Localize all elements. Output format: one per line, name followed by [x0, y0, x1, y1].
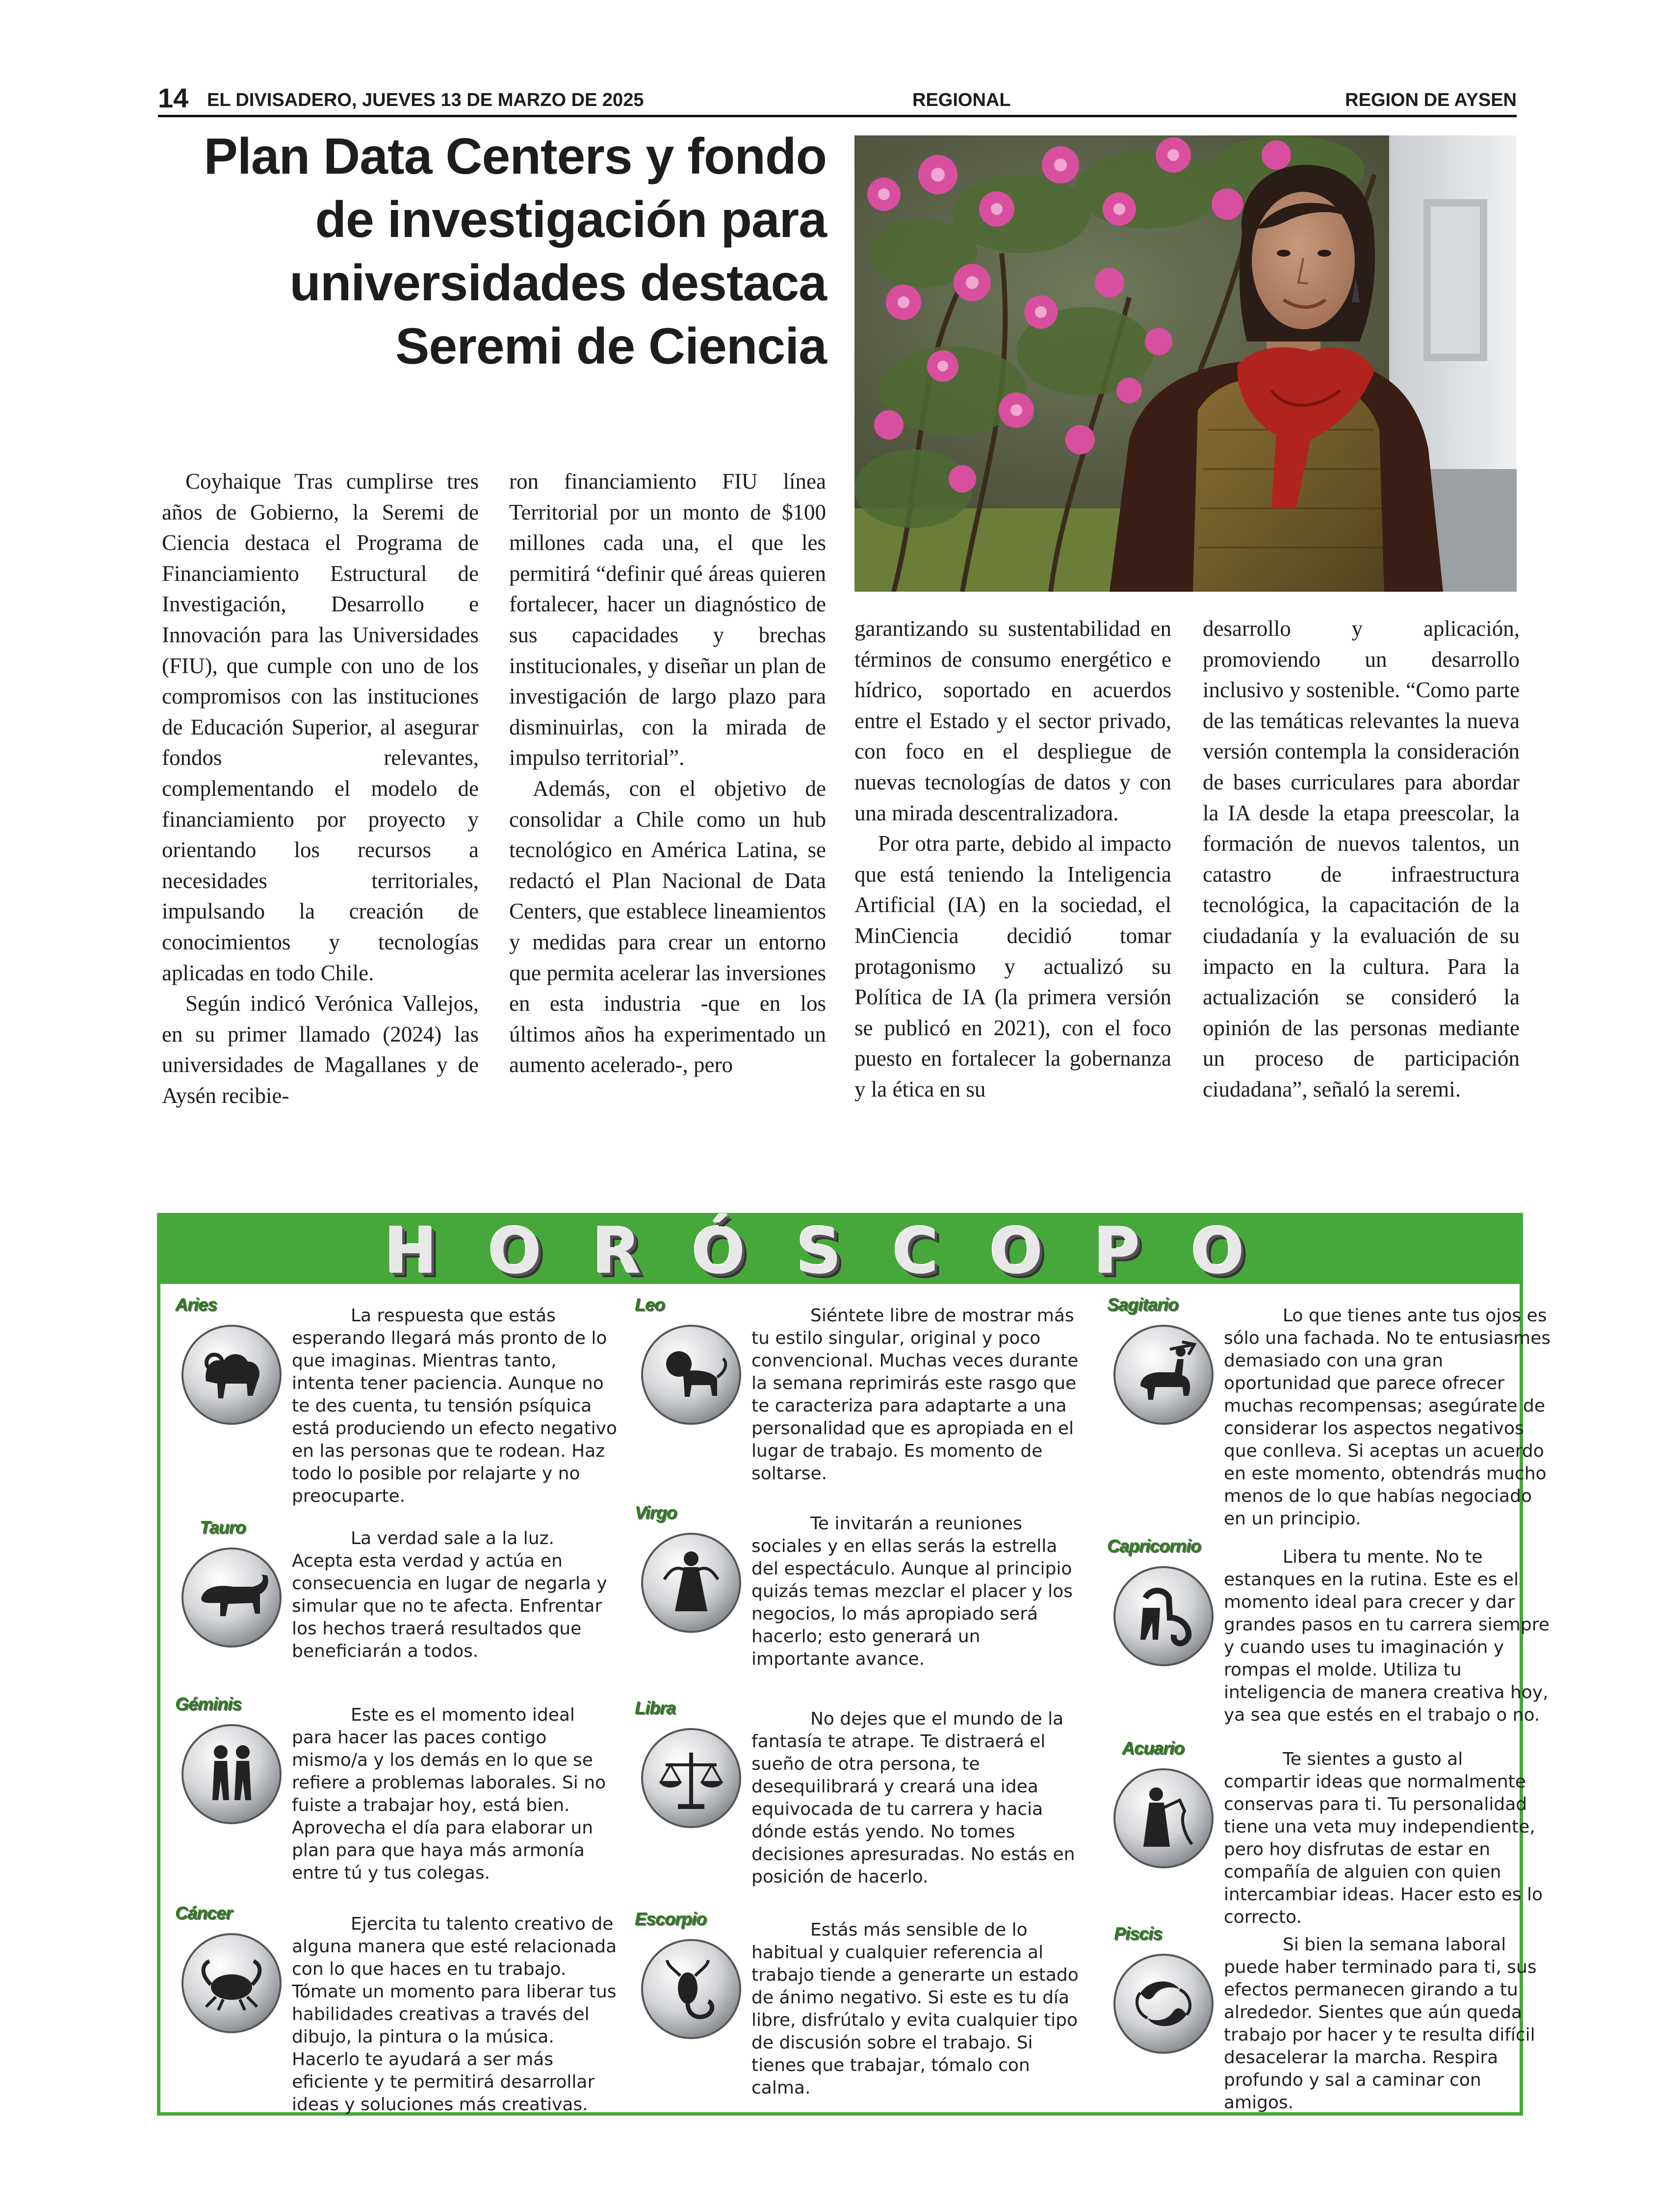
article-column-4: [1203, 613, 1520, 1105]
sign-libra: [629, 1697, 1085, 1903]
sign-text: Si bien la semana laboral puede haber terminado para ti, sus efectos permanecen girando a tu alrededor. Sientes que aún queda trabajo por hacer y te resulta difícil desacelerar la marcha. Respira profundo y sal a caminar con amigos.: [1224, 1935, 1537, 2113]
sign-text: Lo que tienes ante tus ojos es sólo una fachada. No te entusiasmes demasiado con una gran oportunidad que parece ofrecer muchas recompensas; asegúrate de considerar los aspectos negativos que conlleva. Si aceptas un acuerdo en este momento, obtendrás mucho menos de lo que habías negociado en un principio.: [1224, 1306, 1551, 1529]
sign-text: Libera tu mente. No te estanques en la rutina. Este es el momento ideal para crecer y dar grandes pasos en tu carrera siempre y cuando uses tu imaginación y rompas el molde. Utiliza tu inteligencia de manera creativa hoy, ya sea que estés en el trabajo o no.: [1224, 1547, 1550, 1725]
sign-name: Aries: [175, 1294, 217, 1314]
article-paragraph: ron financiamiento FIU línea Territorial por un monto de $100 millones cada una, el que les permitirá “definir qué áreas quieren fortalecer, hacer un diagnóstico de sus capacidades y brechas institucionales, y diseñar un plan de investigación de largo plazo para disminuirlas, con la mirada de impulso territorial”.: [509, 469, 826, 770]
sign-piscis: [1101, 1923, 1557, 2113]
sign-text: No dejes que el mundo de la fantasía te atrape. Te distraerá el sueño de otra persona, te desequilibrará y creará una idea equivocada de tu carrera y hacia dónde estás yendo. No tomes decisiones apresuradas. No estás en posición de hacerlo.: [751, 1709, 1075, 1887]
sign-name: Géminis: [175, 1694, 242, 1714]
sign-text: Este es el momento ideal para hacer las paces contigo mismo/a y los demás en lo que se refiere a problemas laborales. Si no fuiste a trabajar hoy, está bien. Aprovecha el día para elaborar un plan para que haya más armonía entre tú y tus colegas.: [292, 1705, 606, 1883]
sign-text: Ejercita tu talento creativo de alguna manera que esté relacionada con lo que haces en tu trabajo. Tómate un momento para liberar tus habilidades creativas a través del dibujo, la pintura o la música. Hacerlo te ayudará a ser más eficiente y te permitirá desarrollar ideas y soluciones más creativas.: [292, 1914, 617, 2115]
sign-text: Siéntete libre de mostrar más tu estilo singular, original y poco convencional. Muchas veces durante la semana reprimirás este rasgo que te caracteriza para adaptarte a una personalidad que es apropiada en el lugar de trabajo. Es momento de soltarse.: [751, 1306, 1079, 1484]
article-paragraph: Coyhaique Tras cumplirse tres años de Gobierno, la Seremi de Ciencia destaca el Programa de Financiamiento Estructural de Investigación, Desarrollo e Innovación para las Universidades (FIU), que cumple con uno de los compromisos con las instituciones de Educación Superior, al asegurar fondos relevantes, complementando el modelo de financiamiento por proyecto y orientando los recursos a necesidades territoriales, impulsando la creación de conocimientos y tecnologías aplicadas en todo Chile.: [162, 469, 479, 985]
sign-text: La respuesta que estás esperando llegará más pronto de lo que imaginas. Mientras tanto, intenta tener paciencia. Aunque no te des cuenta, tu tensión psíquica está produciendo un efecto negativo en las personas que te rodean. Haz todo lo posible por relajarte y no preocuparte.: [292, 1306, 617, 1506]
sign-name: Capricornio: [1107, 1536, 1201, 1556]
sign-name: Escorpio: [635, 1909, 707, 1929]
sign-virgo: [629, 1502, 1085, 1698]
article-paragraph: desarrollo y aplicación, promoviendo un desarrollo inclusivo y sostenible. “Como parte de las temáticas relevantes la nueva versión contempla la consideración de bases curriculares para abordar la IA desde la etapa preescolar, la formación de nuevos talentos, un catastro de infraestructura tecnológica, la capacitación de la ciudadanía y la evaluación de su impacto en la cultura. Para la actualización se consideró la opinión de las personas mediante un proceso de participación ciudadana”, señaló la seremi.: [1203, 616, 1520, 1101]
sign-capricornio: [1101, 1535, 1557, 1727]
page-number: 14: [158, 82, 189, 113]
sign-text: Te sientes a gusto al compartir ideas que normalmente conservas para ti. Tu personalidad tiene una veta muy independiente, pero hoy disfrutas de estar en compañía de alguien con quien intercambiar ideas. Hacer esto es lo correcto.: [1224, 1749, 1543, 1927]
article-column-3: [854, 613, 1171, 1105]
page-header: [158, 82, 1517, 117]
region-name: REGION DE AYSEN: [1345, 90, 1517, 110]
sign-text: Te invitarán a reuniones sociales y en ellas serás la estrella del espectáculo. Aunque al principio quizás temas mezclar el placer y los negocios, lo más apropiado será hacerlo; esto generará un importante avance.: [751, 1514, 1073, 1669]
sign-name: Leo: [635, 1294, 665, 1314]
sign-name: Sagitario: [1107, 1294, 1179, 1314]
sign-name: Libra: [635, 1698, 676, 1718]
sign-text: La verdad sale a la luz. Acepta esta verdad y actúa en consecuencia en lugar de negarla y simular que no te afecta. Enfrentar los hechos traerá resultados que beneficiarán a todos.: [292, 1528, 607, 1661]
horoscope-title: HORÓSCOPO: [385, 1215, 1295, 1288]
sign-cancer: [169, 1902, 625, 2115]
sign-aries: [169, 1294, 625, 1510]
sign-name: Acuario: [1122, 1738, 1185, 1758]
article-column-2: [509, 466, 826, 1080]
sign-name: Cáncer: [175, 1903, 233, 1923]
article-paragraph: Por otra parte, debido al impacto que está teniendo la Inteligencia Artificial (IA) en la sociedad, el MinCiencia decidió tomar protagonismo y actualizó su Política de IA (la primera versión se publicó en 2021), con el foco puesto en fortalecer la gobernanza y la ética en su: [854, 831, 1171, 1101]
sign-leo: [629, 1294, 1085, 1500]
sign-tauro: [169, 1517, 625, 1678]
sign-sagitario: [1101, 1294, 1557, 1539]
horoscope-section: [157, 1213, 1551, 2116]
sign-name: Piscis: [1114, 1923, 1163, 1943]
sign-acuario: [1101, 1737, 1557, 1927]
article-photo: [854, 135, 1517, 592]
article-column-1: [162, 466, 479, 1111]
sign-name: Tauro: [200, 1517, 246, 1537]
section-name: REGIONAL: [912, 90, 1011, 110]
article-headline: Plan Data Centers y fondo de investigación para universidades destaca Seremi de Ciencia: [204, 128, 827, 375]
sign-name: Virgo: [635, 1502, 677, 1522]
article-paragraph: Según indicó Verónica Vallejos, en su primer llamado (2024) las universidades de Magallanes y de Aysén recibie-: [162, 991, 479, 1108]
article-paragraph: Además, con el objetivo de consolidar a Chile como un hub tecnológico en América Latina, se redactó el Plan Nacional de Data Centers, que establece lineamientos y medidas para crear un entorno que permita acelerar las inversiones en esta industria -que en los últimos años ha experimentado un aumento acelerado-, pero: [509, 776, 826, 1077]
sign-text: Estás más sensible de lo habitual y cualquier referencia al trabajo tiende a generarte un estado de ánimo negativo. Si este es tu día libre, disfrútalo y evita cualquier tipo de discusión sobre el trabajo. Si tienes que trabajar, tómalo con calma.: [751, 1920, 1079, 2098]
sign-escorpio: [629, 1908, 1085, 2109]
horoscope-banner: [160, 1215, 1520, 1288]
article-paragraph: garantizando su sustentabilidad en términos de consumo energético e hídrico, soportado en acuerdos entre el Estado y el sector privado, con foco en el despliegue de nuevas tecnologías de datos y con una mirada descentralizadora.: [854, 616, 1171, 825]
newspaper-date: EL DIVISADERO, JUEVES 13 DE MARZO DE 2025: [207, 90, 644, 110]
sign-geminis: [169, 1693, 625, 1894]
